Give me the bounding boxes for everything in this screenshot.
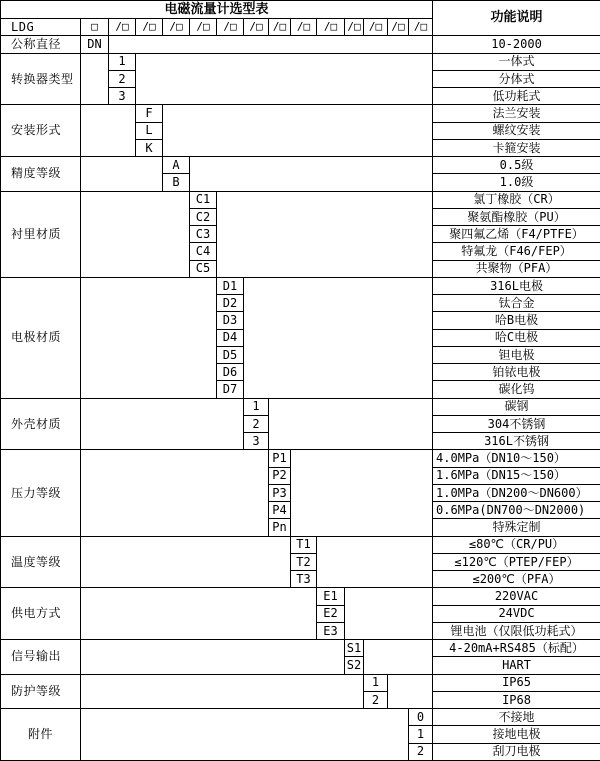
option-description: 铂铱电极 — [433, 364, 600, 381]
spacer-cell — [388, 674, 433, 709]
option-code: B — [163, 174, 190, 191]
option-description: 法兰安装 — [433, 105, 600, 122]
option-description: ≤120℃（PTEP/FEP） — [433, 553, 600, 570]
option-description: 4.0MPa（DN10～150） — [433, 450, 600, 467]
option-description: 碳化钨 — [433, 381, 600, 398]
option-code: 0 — [409, 709, 433, 726]
category-label: 温度等级 — [1, 536, 81, 588]
option-description: 1.0MPa（DN200～DN600） — [433, 484, 600, 501]
option-code: D4 — [217, 329, 244, 346]
spacer-cell — [269, 398, 433, 450]
spacer-cell — [81, 191, 190, 277]
option-description: ≤80℃（CR/PU） — [433, 536, 600, 553]
spacer-cell — [244, 277, 433, 398]
model-code-box: □ — [81, 19, 109, 36]
spacer-cell — [81, 157, 163, 192]
option-description: 0.5级 — [433, 157, 600, 174]
model-code-box: /□ — [136, 19, 163, 36]
option-description: HART — [433, 657, 600, 674]
option-description: 聚四氟乙烯（F4/PTFE） — [433, 226, 600, 243]
spacer-cell — [81, 640, 345, 675]
option-code: D1 — [217, 277, 244, 294]
spacer-cell — [81, 277, 217, 398]
category-label: 附件 — [1, 709, 81, 761]
option-description: 特氟龙（F46/FEP） — [433, 243, 600, 260]
option-code: C5 — [190, 260, 217, 277]
option-description: 4-20mA+RS485（标配） — [433, 640, 600, 657]
option-code: C4 — [190, 243, 217, 260]
option-description: ≤200℃（PFA） — [433, 571, 600, 588]
option-code: 3 — [109, 88, 136, 105]
table-title: 电磁流量计选型表 — [1, 1, 433, 19]
option-description: 碳钢 — [433, 398, 600, 415]
category-label: 公称直径 — [1, 36, 81, 53]
option-code: S2 — [345, 657, 364, 674]
option-code: P1 — [269, 450, 291, 467]
model-code-box: /□ — [244, 19, 269, 36]
category-label: 防护等级 — [1, 674, 81, 709]
option-description: 卡箍安装 — [433, 139, 600, 156]
spacer-cell — [317, 536, 433, 588]
option-description: 钛合金 — [433, 295, 600, 312]
option-code: D6 — [217, 364, 244, 381]
option-code: T1 — [291, 536, 317, 553]
spacer-cell — [345, 588, 433, 640]
function-header: 功能说明 — [433, 1, 600, 36]
option-code: 3 — [244, 433, 269, 450]
option-code: K — [136, 139, 163, 156]
option-description: 锂电池（仅限低功耗式） — [433, 622, 600, 639]
category-label: 安装形式 — [1, 105, 81, 157]
spacer-cell — [81, 588, 317, 640]
model-code-box: /□ — [388, 19, 409, 36]
model-code-box: /□ — [345, 19, 364, 36]
category-label: 压力等级 — [1, 450, 81, 536]
option-description: 刮刀电极 — [433, 743, 600, 760]
option-description: 304不锈钢 — [433, 415, 600, 432]
option-code: P4 — [269, 502, 291, 519]
option-code: C2 — [190, 208, 217, 225]
option-description: 特殊定制 — [433, 519, 600, 536]
option-description: 钽电极 — [433, 346, 600, 363]
option-description: 一体式 — [433, 53, 600, 70]
option-description: 聚氨酯橡胶（PU） — [433, 208, 600, 225]
option-code: 2 — [109, 70, 136, 87]
model-prefix: LDG — [1, 19, 81, 36]
spacer-cell — [136, 53, 433, 105]
option-description: 316L不锈钢 — [433, 433, 600, 450]
category-label: 外壳材质 — [1, 398, 81, 450]
option-code: E3 — [317, 622, 345, 639]
option-code: 2 — [409, 743, 433, 760]
option-description: 1.0级 — [433, 174, 600, 191]
model-code-box: /□ — [163, 19, 190, 36]
option-code: C1 — [190, 191, 217, 208]
option-description: 1.6MPa（DN15～150） — [433, 467, 600, 484]
option-description: 分体式 — [433, 70, 600, 87]
option-description: IP68 — [433, 691, 600, 708]
option-code: 1 — [409, 726, 433, 743]
option-code: C3 — [190, 226, 217, 243]
spacer-cell — [364, 640, 433, 675]
category-label: 电极材质 — [1, 277, 81, 398]
option-code: P3 — [269, 484, 291, 501]
option-code: T2 — [291, 553, 317, 570]
option-code: A — [163, 157, 190, 174]
option-description: 低功耗式 — [433, 88, 600, 105]
option-code: 1 — [244, 398, 269, 415]
option-code: 1 — [364, 674, 388, 691]
spacer-cell — [81, 53, 109, 105]
option-code: L — [136, 122, 163, 139]
option-description: 24VDC — [433, 605, 600, 622]
spacer-cell — [190, 157, 433, 192]
option-code: 2 — [364, 691, 388, 708]
option-description: 0.6MPa(DN700～DN2000) — [433, 502, 600, 519]
option-code: P2 — [269, 467, 291, 484]
model-code-box: /□ — [409, 19, 433, 36]
option-code: D5 — [217, 346, 244, 363]
spacer-cell — [81, 105, 136, 157]
spacer-cell — [81, 709, 409, 761]
spacer-cell — [81, 674, 364, 709]
spacer-cell — [81, 398, 244, 450]
model-code-box: /□ — [291, 19, 317, 36]
spacer-cell — [217, 191, 433, 277]
option-description: 316L电极 — [433, 277, 600, 294]
option-code: E1 — [317, 588, 345, 605]
category-label: 转换器类型 — [1, 53, 81, 105]
spacer-cell — [163, 105, 433, 157]
option-code: Pn — [269, 519, 291, 536]
spacer-cell — [291, 450, 433, 536]
option-code: S1 — [345, 640, 364, 657]
category-label: 衬里材质 — [1, 191, 81, 277]
model-code-box: /□ — [190, 19, 217, 36]
option-code: DN — [81, 36, 109, 53]
model-code-box: /□ — [317, 19, 345, 36]
option-description: 220VAC — [433, 588, 600, 605]
model-code-box: /□ — [269, 19, 291, 36]
option-description: 哈C电极 — [433, 329, 600, 346]
option-description: 螺纹安装 — [433, 122, 600, 139]
option-description: 氯丁橡胶（CR） — [433, 191, 600, 208]
model-code-box: /□ — [364, 19, 388, 36]
category-label: 供电方式 — [1, 588, 81, 640]
spacer-cell — [109, 36, 433, 53]
option-description: 不接地 — [433, 709, 600, 726]
category-label: 精度等级 — [1, 157, 81, 192]
model-code-box: /□ — [109, 19, 136, 36]
option-code: T3 — [291, 571, 317, 588]
model-code-box: /□ — [217, 19, 244, 36]
option-description: 10-2000 — [433, 36, 600, 53]
option-description: 哈B电极 — [433, 312, 600, 329]
option-code: F — [136, 105, 163, 122]
option-description: IP65 — [433, 674, 600, 691]
spacer-cell — [81, 450, 269, 536]
option-description: 接地电极 — [433, 726, 600, 743]
option-code: D2 — [217, 295, 244, 312]
option-code: D7 — [217, 381, 244, 398]
option-description: 共聚物（PFA） — [433, 260, 600, 277]
category-label: 信号输出 — [1, 640, 81, 675]
option-code: 2 — [244, 415, 269, 432]
option-code: E2 — [317, 605, 345, 622]
option-code: 1 — [109, 53, 136, 70]
option-code: D3 — [217, 312, 244, 329]
spacer-cell — [81, 536, 291, 588]
